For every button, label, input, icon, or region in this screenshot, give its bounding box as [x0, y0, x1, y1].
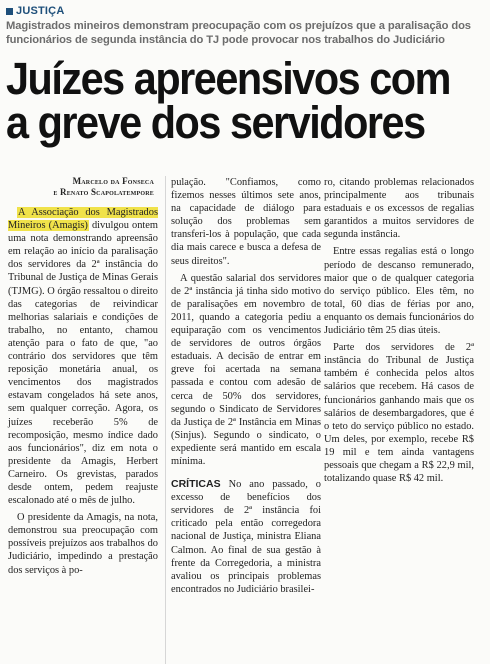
- article-body: [6, 176, 484, 664]
- paragraph-text: divulgou ontem uma nota demonstrando apreensão em relação ao início da paralisação dos servidores da 2ª instância do Tribunal de Justiça de Minas Gerais (TJMG). O órgão ressaltou o direito das categorias de reivindicar melhorias salariais e condições de trabalho, no entanto, chamou atenção para o fato de que, "ao contrário dos servidores que têm reposição monetária anual, os vencimentos dos magistrados estavam congelados há sete anos, sem qualquer correção. Agora, os juízes receberão 5% de recomposição, mesmo índice dado aos funcionários", diz em nota o presidente da Amagis, Herbert Carneiro. Os grevistas, parados desde ontem, pedem reajuste escalonado até o mês de julho.: [8, 220, 158, 507]
- paragraph: O presidente da Amagis, na nota, demonstrou sua preocupação com possíveis prejuízos aos trabalhos do Judiciário, impedindo a prestação dos serviços à po-: [8, 512, 158, 576]
- paragraph: Entre essas regalias está o longo período de descanso remunerado, maior que o de qualquer categoria do serviço público. Eles têm, no total, 60 dias de férias por ano, enquanto os demais funcionários do Judiciário têm 25 dias úteis.: [324, 246, 474, 337]
- byline: [8, 176, 154, 198]
- kicker-subheadline: Magistrados mineiros demonstram preocupação com os prejuízos que a paralisação dos funcionários de segunda instância do TJ pode provocar nos trabalhos do Judiciário: [6, 20, 471, 46]
- headline-line-2: a greve dos servidores: [6, 97, 425, 148]
- column-2: [171, 176, 321, 600]
- headline: [6, 53, 450, 148]
- section-square-icon: [6, 8, 13, 15]
- byline-author-1: Marcelo da Fonseca: [72, 176, 154, 186]
- paragraph: Parte dos servidores de 2ª instância do Tribunal de Justiça também é conhecida pelos altos salários que recebem. Há casos de funcionários ganhando mais que os salários de desembargadores, que é o teto do serviço público no estado. Um deles, por exemplo, recebe R$ 19 mil e tem ainda vantagens pessoais que chegam a R$ 22,9 mil, totalizando quase R$ 42 mil.: [324, 342, 474, 485]
- column-3: [324, 176, 474, 489]
- subheading: CRÍTICAS: [171, 478, 221, 491]
- headline-line-1: Juízes apreensivos com: [6, 53, 450, 104]
- paragraph-text: No ano passado, o excesso de benefícios dos servidores de 2ª instância foi criticado pela então corregedora nacional de Justiça, ministra Eliana Calmon. Ao final de sua gestão à frente da Corregedoria, a ministra avaliou os principais problemas encontrados no Judiciário brasilei-: [171, 479, 321, 595]
- byline-author-2: e Renato Scapolatempore: [53, 187, 154, 197]
- section-header: [6, 4, 484, 18]
- paragraph: pulação. "Confiamos, como fizemos nesses últimos sete anos, na capacidade de diálogo para solução dos problemas sem transferi-los à população, que cada dia mais carece e busca a defesa de seus direitos".: [171, 177, 321, 267]
- paragraph: ro, citando problemas relacionados principalmente aos tribunais estaduais e os excessos de regalias garantidos a muitos servidores de segunda instância.: [324, 177, 474, 241]
- column-1: [8, 176, 158, 581]
- highlighted-text: A Associação dos Magistrados Mineiros (Amagis): [8, 207, 158, 232]
- paragraph: [8, 206, 158, 507]
- paragraph: [171, 478, 321, 596]
- section-label: JUSTIÇA: [16, 5, 65, 17]
- column-divider: [165, 176, 166, 664]
- paragraph: A questão salarial dos servidores de 2ª instância já tinha sido motivo de paralisações em novembro de 2011, quando a categoria pediu a equiparação com os vencimentos de servidores de outros órgãos estaduais. A decisão de entrar em greve foi acertada na semana passada e contou com adesão de cerca de 50% dos servidores, segundo o Sindicato de Servidores da Justiça de 2ª Instância em Minas (Sinjus). Segundo o sindicato, o expediente será mantido em escala mínima.: [171, 272, 321, 467]
